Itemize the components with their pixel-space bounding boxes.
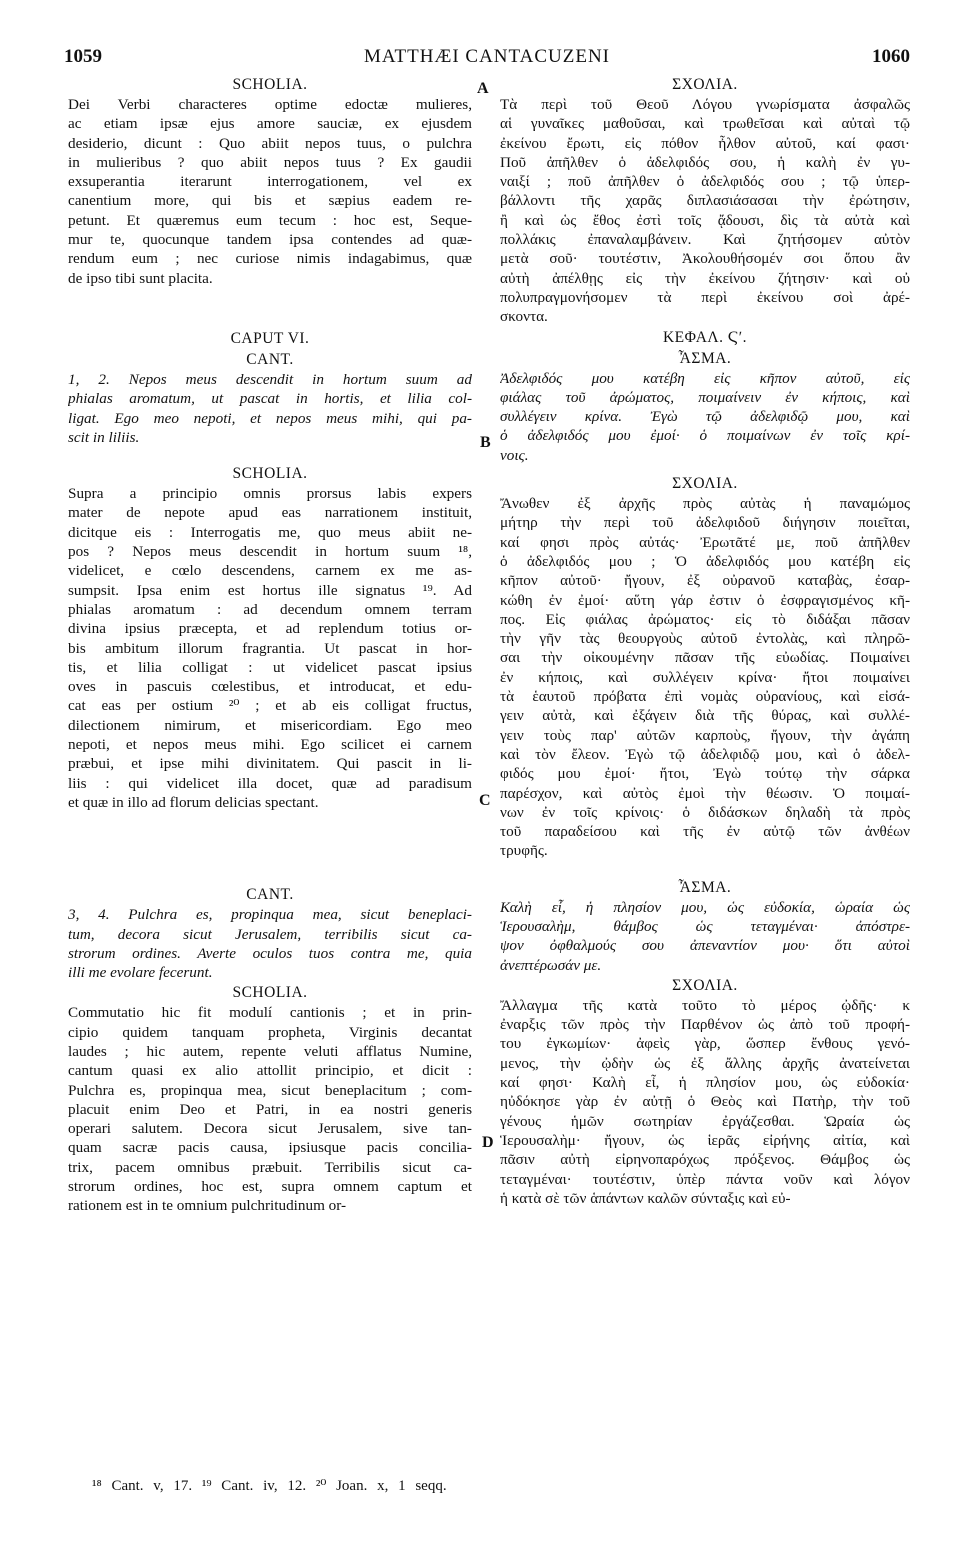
text-line: laudes ; hic autem, repente veluti afflatus Numine, (68, 1042, 472, 1060)
canticle-heading: CANT. (246, 350, 294, 368)
text-line: πᾶσιν αὐτὴ εἰρηνοπαρόχως πρόξενος. Θάμβος ὡς (500, 1151, 910, 1169)
text-line: βάλλοντι τῆς χαρᾶς διπλασιάσασαι τὴν ἐρώτησιν, (500, 192, 910, 210)
text-line: pos ? Nepos meus descendit in hortum suum ¹⁸, (68, 543, 472, 561)
text-line: μενος, τὴν ᾠδὴν ὡς ἐξ ἄλλης ἀρχῆς ἀνατείνεται (500, 1054, 910, 1072)
text-line: videlicet, e cœlo descendens, carnem ex me as- (68, 562, 472, 580)
text-line: strorum ordines. Averte oculos tuos contra me, quia (68, 944, 472, 962)
text-line: Τὰ περὶ τοῦ Θεοῦ Λόγου γνωρίσματα ἀσφαλῶς (500, 96, 910, 113)
text-line: ὁ ἀδελφιδός μου ἐμοί· ὁ ποιμαίνων ἐν τοῖς κρί- (500, 427, 910, 445)
text-line: φιάλας τοῦ ἀρώματος, ποιμαίνειν ἐν κήποις, καὶ (500, 388, 910, 406)
chapter-heading: CAPUT VI. (230, 329, 310, 347)
text-line: ἢ καὶ ὡς ἔθος ἐστὶ τοῖς ᾄδουσι, δὶς τὰ αὐτὰ καὶ (500, 211, 910, 229)
text-line: desiderio, dicunt : Quo abiit nepos tuus, o pulchra (68, 134, 472, 152)
text-line: φιδός μου ἐμοί· ἤτοι, Ἐγὼ τούτῳ τὴν σάρκα (500, 765, 910, 783)
text-line: κῆπον αὐτοῦ· ἤγουν, ἐξ οὐρανοῦ καταβὰς, ἐσαρ- (500, 572, 910, 590)
text-line: exsuperantia iterarunt interrogationem, vel ex (68, 173, 472, 191)
text-line: tis, et lilia colligat : ut videlicet pascat ipsius (68, 658, 472, 676)
text-line: Ἄλλαγμα τῆς κατὰ τοῦτο τὸ μέρος ᾠδῆς· κ (500, 996, 910, 1014)
text-line: illi me evolare fecerunt. (68, 964, 213, 982)
text-line: Pulchra es, propinqua mea, sicut beneplacitum ; com- (68, 1081, 472, 1099)
scholia-heading: SCHOLIA. (232, 984, 308, 1002)
scholia-heading: ΣΧΟΛΙΑ. (672, 475, 738, 493)
page-number-left: 1059 (64, 46, 102, 67)
text-line: ψον ὀφθαλμούς σου ἀπεναντίον μου· ὅτι αὐτοὶ (500, 937, 910, 955)
text-line: ὁ ἀδελφιδός μου ; Ὁ ἀδελφιδός μου κατέβη εἰς (500, 552, 910, 570)
margin-letter-d: D (482, 1134, 494, 1151)
text-line: præbui, et ipse mihi divinitatem. Qui pascit in li- (68, 755, 472, 773)
text-line: scit in liliis. (68, 428, 140, 446)
text-line: γένους ἡμῶν σωτηρίαν ἐργάζεσθαι. Ὡραία ὡς (500, 1112, 910, 1130)
text-line: in mulieribus ? quo abiit nepos tuus ? Ex gaudii (68, 153, 472, 171)
canticle-text (68, 905, 472, 982)
canticle-heading: ἎΣΜΑ. (678, 878, 732, 896)
text-line: canentium more, qui bis et sæpius eadem re- (68, 192, 472, 210)
text-line: phialas aromatum : ad decendum omnem terram (68, 600, 472, 618)
text-line: 3, 4. Pulchra es, propinqua mea, sicut beneplaci- (68, 906, 472, 924)
scholia-text (500, 996, 910, 1208)
text-line: sumpsit. Ipsa enim est hortus ille signatus ¹⁹. Ad (68, 581, 472, 599)
margin-letter-c: C (479, 792, 491, 809)
footnotes: ¹⁸ Cant. v, 17. ¹⁹ Cant. iv, 12. ²⁰ Joan. x, 1 seqq. (92, 1478, 447, 1494)
text-line: νων ἐν τοῖς κρίνοις· ὁ διδάσκων δηλαδὴ τὰ πρὸς (500, 803, 910, 821)
scholia-text (68, 1003, 472, 1215)
text-line: τρυφῆς. (500, 842, 548, 860)
text-line: oves in pascuis cœlestibus, et introducat, et edu- (68, 678, 472, 696)
text-line: τὴν γῆν τὰς θεουργοὺς αὐτοῦ ἐντολὰς, καὶ πληρῶ- (500, 630, 910, 648)
text-line: αὐτὴ ἀπέλθῃς εἰς τὴν ἐκείνου ζήτησιν· καὶ οὐ (500, 269, 910, 287)
scholia-text (500, 494, 910, 861)
text-line: καί φησι· Καλὴ εἶ, ἡ πλησίον μου, ὡς εὐδοκία· (500, 1074, 910, 1092)
text-line: νοις. (500, 446, 529, 464)
scholia-text (500, 95, 910, 327)
text-line: μήτηρ τὴν περὶ τοῦ ἀδελφιδοῦ διήγησιν ποιεῖται, (500, 514, 910, 532)
text-line: γειν τοὺς παρ' αὐτῶν καρποὺς, ἤγουν, τὴν ἀγάπη (500, 726, 910, 744)
text-line: nepoti, et nepos meus mihi. Ego scilicet ei carnem (68, 736, 472, 754)
text-line: Ἄνωθεν ἐξ ἀρχῆς πρὸς αὐτὰς ἡ παναμώμος (500, 495, 910, 513)
text-line: bis ambitum illorum fragrantia. Ut pascat in hor- (68, 639, 472, 657)
text-line: ηὐδόκησε γὰρ ἐν αὐτῇ ὁ Θεὸς καὶ Πατὴρ, τὴν τοῦ (500, 1093, 910, 1111)
text-line: ac etiam ipsæ ejus amore sauciæ, ex ejusdem (68, 115, 472, 133)
text-line: petunt. Et quæremus eum tecum : hoc est, Seque- (68, 211, 472, 229)
text-line: et quæ in illo ad florum delicias spectant. (68, 793, 319, 811)
text-line: dilectionem nimirum, et misericordiam. Ego meo (68, 716, 472, 734)
text-line: Ἱερουσαλὴμ, θάμβος ὡς τεταγμέναι· ἀπόστρε- (500, 917, 910, 935)
text-line: καὶ τὸν ἔλεον. Ἐγὼ τῷ ἀδελφιδῷ μου, καὶ ὁ ἀδελ- (500, 745, 910, 763)
text-line: Dei Verbi characteres optime edoctæ mulieres, (68, 96, 472, 113)
text-line: σκοντα. (500, 308, 548, 326)
text-line: dicitque eis : Interrogatis me, quo meus abiit ne- (68, 523, 472, 541)
text-line: cantum quasi ex alio attollit principio, et dicit : (68, 1062, 472, 1080)
scholia-text (68, 95, 472, 288)
text-line: παρέσχον, καὶ αὐτὸς ἐμοὶ τὴν θέωσιν. Ὁ ποιμαί- (500, 784, 910, 802)
text-line: ἀνεπτέρωσάν με. (500, 956, 602, 974)
latin-column (68, 74, 472, 1216)
text-line: rendum eum ; nec curiose nimis indagabimus, quæ (68, 250, 472, 268)
margin-letter-a: A (477, 80, 489, 97)
text-line: κώθη ἐν ἐμοί· αὕτη γάρ ἐστιν ὁ ἐσφραγισμένος κῆ- (500, 591, 910, 609)
text-line: ligat. Ego meo nepoti, et nepos meus mihi, qui pa- (68, 409, 472, 427)
text-line: Ποῦ ἀπῆλθεν ὁ ἀδελφιδός σου, ἡ καλὴ ἐν γυ- (500, 153, 910, 171)
text-line: του ἐγκωμίων· ἀφεὶς γὰρ, ὥσπερ ἔνθους γενό- (500, 1035, 910, 1053)
text-line: liis : qui videlicet illa docet, quæ ad paradisum (68, 774, 472, 792)
margin-letter-b: B (480, 434, 491, 451)
text-line: ἐν κήποις, καὶ συλλέγειν κρίνα· ἤτοι ποιμαίνει (500, 668, 910, 686)
text-line: cat eas per ostium ²⁰ ; et ab eis colligat fructus, (68, 697, 472, 715)
text-line: phialas aromatum, ut pascat in hortis, et lilia col- (68, 390, 472, 408)
text-line: τεταγμέναι· τουτέστιν, ὑπὲρ πάντα νοῦν καὶ λόγον (500, 1170, 910, 1188)
text-line: rationem est in te omnium pulchritudinum or- (68, 1197, 347, 1215)
canticle-text (500, 369, 910, 465)
text-line: καί φησι πρὸς αὐτάς· Ἐρωτᾶτέ με, ποῦ ἀπῆλθεν (500, 533, 910, 551)
text-line: πος. Εἰς φιάλας ἀρώματος· εἰς τὸ διδάξαι πᾶσαν (500, 610, 910, 628)
text-line: Καλὴ εἶ, ἡ πλησίον μου, ὡς εὐδοκία, ὡραία ὡς (500, 898, 910, 916)
scholia-heading: SCHOLIA. (232, 76, 308, 93)
text-line: tum, decora sicut Jerusalem, terribilis sicut ca- (68, 925, 472, 943)
chapter-heading: ΚΕΦΑΛ. Ϛʹ. (662, 328, 748, 346)
text-line: de ipso tibi sunt placita. (68, 269, 213, 287)
text-line: cipio quidem tanquam propheta, Virginis decantat (68, 1023, 472, 1041)
text-line: Supra a principio omnis prorsus labis expers (68, 485, 472, 503)
page-header (64, 46, 910, 72)
greek-column (500, 74, 910, 1208)
canticle-heading: CANT. (246, 886, 294, 904)
running-title: MATTHÆI CANTACUZENI (364, 46, 610, 67)
text-line: ναιξί ; ποῦ ἀπῆλθεν ὁ ἀδελφιδός σου ; τῷ ὑπερ- (500, 173, 910, 191)
canticle-text (500, 898, 910, 975)
text-line: Ἀδελφιδός μου κατέβη εἰς κῆπον αὐτοῦ, εἰς (500, 369, 910, 387)
text-line: πολλάκις ἐπαναλαμβάνειν. Καὶ ζητήσομεν αὐτὸν (500, 231, 910, 249)
scholia-heading: ΣΧΟΛΙΑ. (672, 76, 738, 93)
scholia-text (68, 484, 472, 812)
text-line: πολυπραγμονήσομεν τὰ περὶ ἐκείνου σοὶ ἀρέ- (500, 288, 910, 306)
text-line: ἡ κατὰ σὲ τῶν ἁπάντων καλῶν σύνταξις καὶ εὐ- (500, 1189, 791, 1207)
text-line: mur te, quocunque tandem ipsa contendes ad quæ- (68, 231, 472, 249)
text-line: συλλέγειν κρίνα. Ἐγὼ τῷ ἀδελφιδῷ μου, καὶ (500, 408, 910, 426)
text-line: τὰ ἑαυτοῦ πρόβατα ἐπὶ νομὰς οὐρανίους, καὶ εἰσά- (500, 688, 910, 706)
canticle-heading: ἎΣΜΑ. (678, 349, 732, 367)
text-line: σαι τὴν οἰκουμένην πᾶσαν τῆς εὐωδίας. Ποιμαίνει (500, 649, 910, 667)
text-line: strorum ordines, hoc est, supra omnem captum et (68, 1178, 472, 1196)
text-line: μετὰ σοῦ· τουτέστιν, Ἀκολουθήσομέν σοι ὅπου ἂν (500, 250, 910, 268)
scholia-heading: SCHOLIA. (232, 465, 308, 483)
text-line: quam sacræ pacis causa, ipsiusque pacis concilia- (68, 1139, 472, 1157)
text-line: ἐκείνου ἔρωτι, εἰς πόθον ἦλθον αὐτοῦ, καί φασι· (500, 134, 910, 152)
text-line: mater de nepote apud eas narrationem instituit, (68, 504, 472, 522)
text-line: Commutatio hic fit modulí cantionis ; et in prin- (68, 1004, 472, 1022)
page-number-right: 1060 (872, 46, 910, 67)
scholia-heading: ΣΧΟΛΙΑ. (672, 976, 738, 994)
text-line: ἐναρξις τῶν πρὸς τὴν Παρθένον ὡς ἀπὸ τοῦ προφή- (500, 1016, 910, 1034)
text-line: Ἱερουσαλὴμ· ἤγουν, ὡς ἱερᾶς εἰρήνης αἰτία, καὶ (500, 1131, 910, 1149)
text-line: τοῦ παραδείσου καὶ τῆς ἐν αὐτῷ τῶν ἀνθέων (500, 823, 910, 841)
text-line: trix, pacem omnibus præbuit. Terribilis sicut ca- (68, 1158, 472, 1176)
text-line: divina ipsius præcepta, et ad replendum totius or- (68, 620, 472, 638)
canticle-text (68, 370, 472, 447)
text-line: γειν αὐτὰ, καὶ ἐξάγειν διὰ τῆς θύρας, καὶ συλλέ- (500, 707, 910, 725)
text-line: αἱ γυναῖκες μαθοῦσαι, καὶ τρωθεῖσαι καὶ αὐταὶ τῷ (500, 115, 910, 133)
text-line: 1, 2. Nepos meus descendit in hortum suum ad (68, 370, 472, 388)
text-line: operari salutem. Decora sicut Jerusalem, sive tan- (68, 1120, 472, 1138)
text-line: placuit enim Deo et Patri, in ea nostri generis (68, 1100, 472, 1118)
